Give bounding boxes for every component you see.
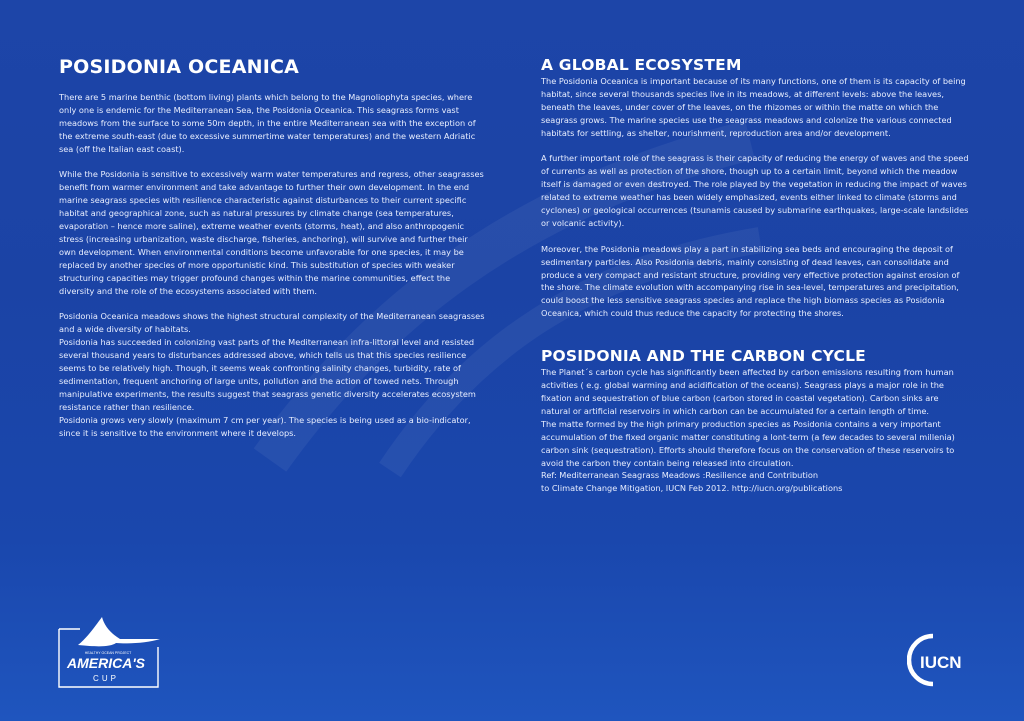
ac-cup-label: CUP	[93, 674, 119, 683]
carbon-cycle-title: POSIDONIA AND THE CARBON CYCLE	[541, 347, 866, 366]
left-paragraph: Posidonia Oceanica meadows shows the highest structural complexity of the Mediterranean seagrasses and a wide diversity of habitats.	[59, 311, 485, 335]
left-paragraph: Posidonia grows very slowly (maximum 7 cm per year). The species is being used as a bio-indicator, since it is sensitive to the environment where it develops.	[59, 414, 471, 438]
reference-line: to Climate Change Mitigation, IUCN Feb 2012. http://iucn.org/publications	[541, 483, 843, 494]
ac-wordmark: AMERICA'S	[67, 655, 145, 671]
left-paragraph: While the Posidonia is sensitive to excessively warm water temperatures and regress, other seagrasses benefit from warmer environment and take advantage to further their own development. In the end marine seagrass species with resilience characteristic against disturbances to their current specific habitat and geographical zone, such as natural pressures by climate change (sea temperatures, evaporation – hence more saline), extreme weather events (storms, heat), and also anthropogenic stress (increasing urbanization, waste discharge, fisheries, anchoring), will survive and further their own development. When environmental conditions become unfavorable for one species, it may be replaced by another species of more opportunistic kind. This substitution of species with weaker structuring capacities may trigger profound changes within the marine communities, effect the diversity and the role of the ecosystems associated with them.	[59, 169, 484, 296]
ecosystem-paragraph: The Posidonia Oceanica is important because of its many functions, one of them is its capacity of being habitat, since several thousands species live in its meadows, at different levels: above the leaves, beneath the leaves, under cover of the leaves, on the rhizomes or within the matte on which the seagrass grows. The marine species use the seagrass meadows and colonize the various connected habitats for settling, as shelter, nourishment, reproduction area and/or development.	[541, 76, 966, 138]
iucn-wordmark: IUCN	[920, 653, 962, 672]
global-ecosystem-title: A GLOBAL ECOSYSTEM	[541, 56, 742, 74]
ac-tagline: HEALTHY OCEAN PROJECT	[84, 651, 132, 655]
left-paragraph: Posidonia has succeeded in colonizing vast parts of the Mediterranean infra-littoral level and resisted several thousand years to disturbances addressed above, which tells us that this species resilience seems to be relatively high. Though, it seems weak confronting salinity changes, turbidity, rate of sedimentation, frequent anchoring of large units, pollution and the action of towed nets. Through manipulative experiments, the results suggest that seagrass genetic diversity accelerates ecosystem resistance rather than resilience.	[59, 337, 476, 412]
left-paragraph: There are 5 marine benthic (bottom living) plants which belong to the Magnoliophyta species, where only one is endemic for the Mediterranean Sea, the Posidonia Oceanica. This seagrass forms vast meadows from the surface to some 50m depth, in the entire Mediterranean sea with the exception of the extreme south-east (due to excessive summertime water temperatures) and the western Adriatic sea (off the Italian east coast).	[59, 92, 476, 154]
carbon-paragraph: The Planet´s carbon cycle has significantly been affected by carbon emissions resulting from human activities ( e.g. global warming and acidification of the oceans). Seagrass plays a major role in the fixation and sequestration of blue carbon (carbon stored in coastal vegetation). Carbon sinks are natural or artificial reservoirs in which carbon can be accumulated for a certain length of time.	[541, 367, 954, 416]
posidonia-oceanica-title: POSIDONIA OCEANICA	[59, 56, 300, 78]
iucn-logo	[907, 633, 969, 687]
left-column	[59, 55, 485, 439]
carbon-paragraph: The matte formed by the high primary production species as Posidonia contains a very important accumulation of the fixed organic matter constituting a lont-term (a few decades to several millenia) carbon sink (sequestration). Efforts should therefore focus on the conservation of these reservoirs to avoid the carbon they contain being released into circulation.	[541, 418, 955, 468]
right-column	[541, 55, 969, 495]
americas-cup-logo	[58, 617, 160, 689]
reference-line: Ref: Mediterranean Seagrass Meadows :Resilience and Contribution	[541, 470, 819, 481]
ecosystem-paragraph: Moreover, the Posidonia meadows play a part in stabilizing sea beds and encouraging the deposit of sedimentary particles. Also Posidonia debris, mainly consisting of dead leaves, can consolidate and produce a very compact and resistant structure, providing very effective protection against erosion of the shore. The climate evolution with accompanying rise in sea-level, temperatures and precipitation, could boost the less sensitive seagrass species and replace the high biomass species as Posidonia Oceanica, which could thus reduce the capacity for protecting the shores.	[541, 243, 960, 319]
ecosystem-paragraph: A further important role of the seagrass is their capacity of reducing the energy of waves and the speed of currents as well as protection of the shore, though up to a certain limit, beyond which the meadow itself is damaged or even destroyed. The role played by the vegetation in reducing the impact of waves related to extreme weather has been widely emphasized, events either linked to climate (storms and cyclones) or geological occurrences (tsunamis caused by submarine earthquakes, large-scale landslides or volcanic activity).	[541, 153, 969, 228]
